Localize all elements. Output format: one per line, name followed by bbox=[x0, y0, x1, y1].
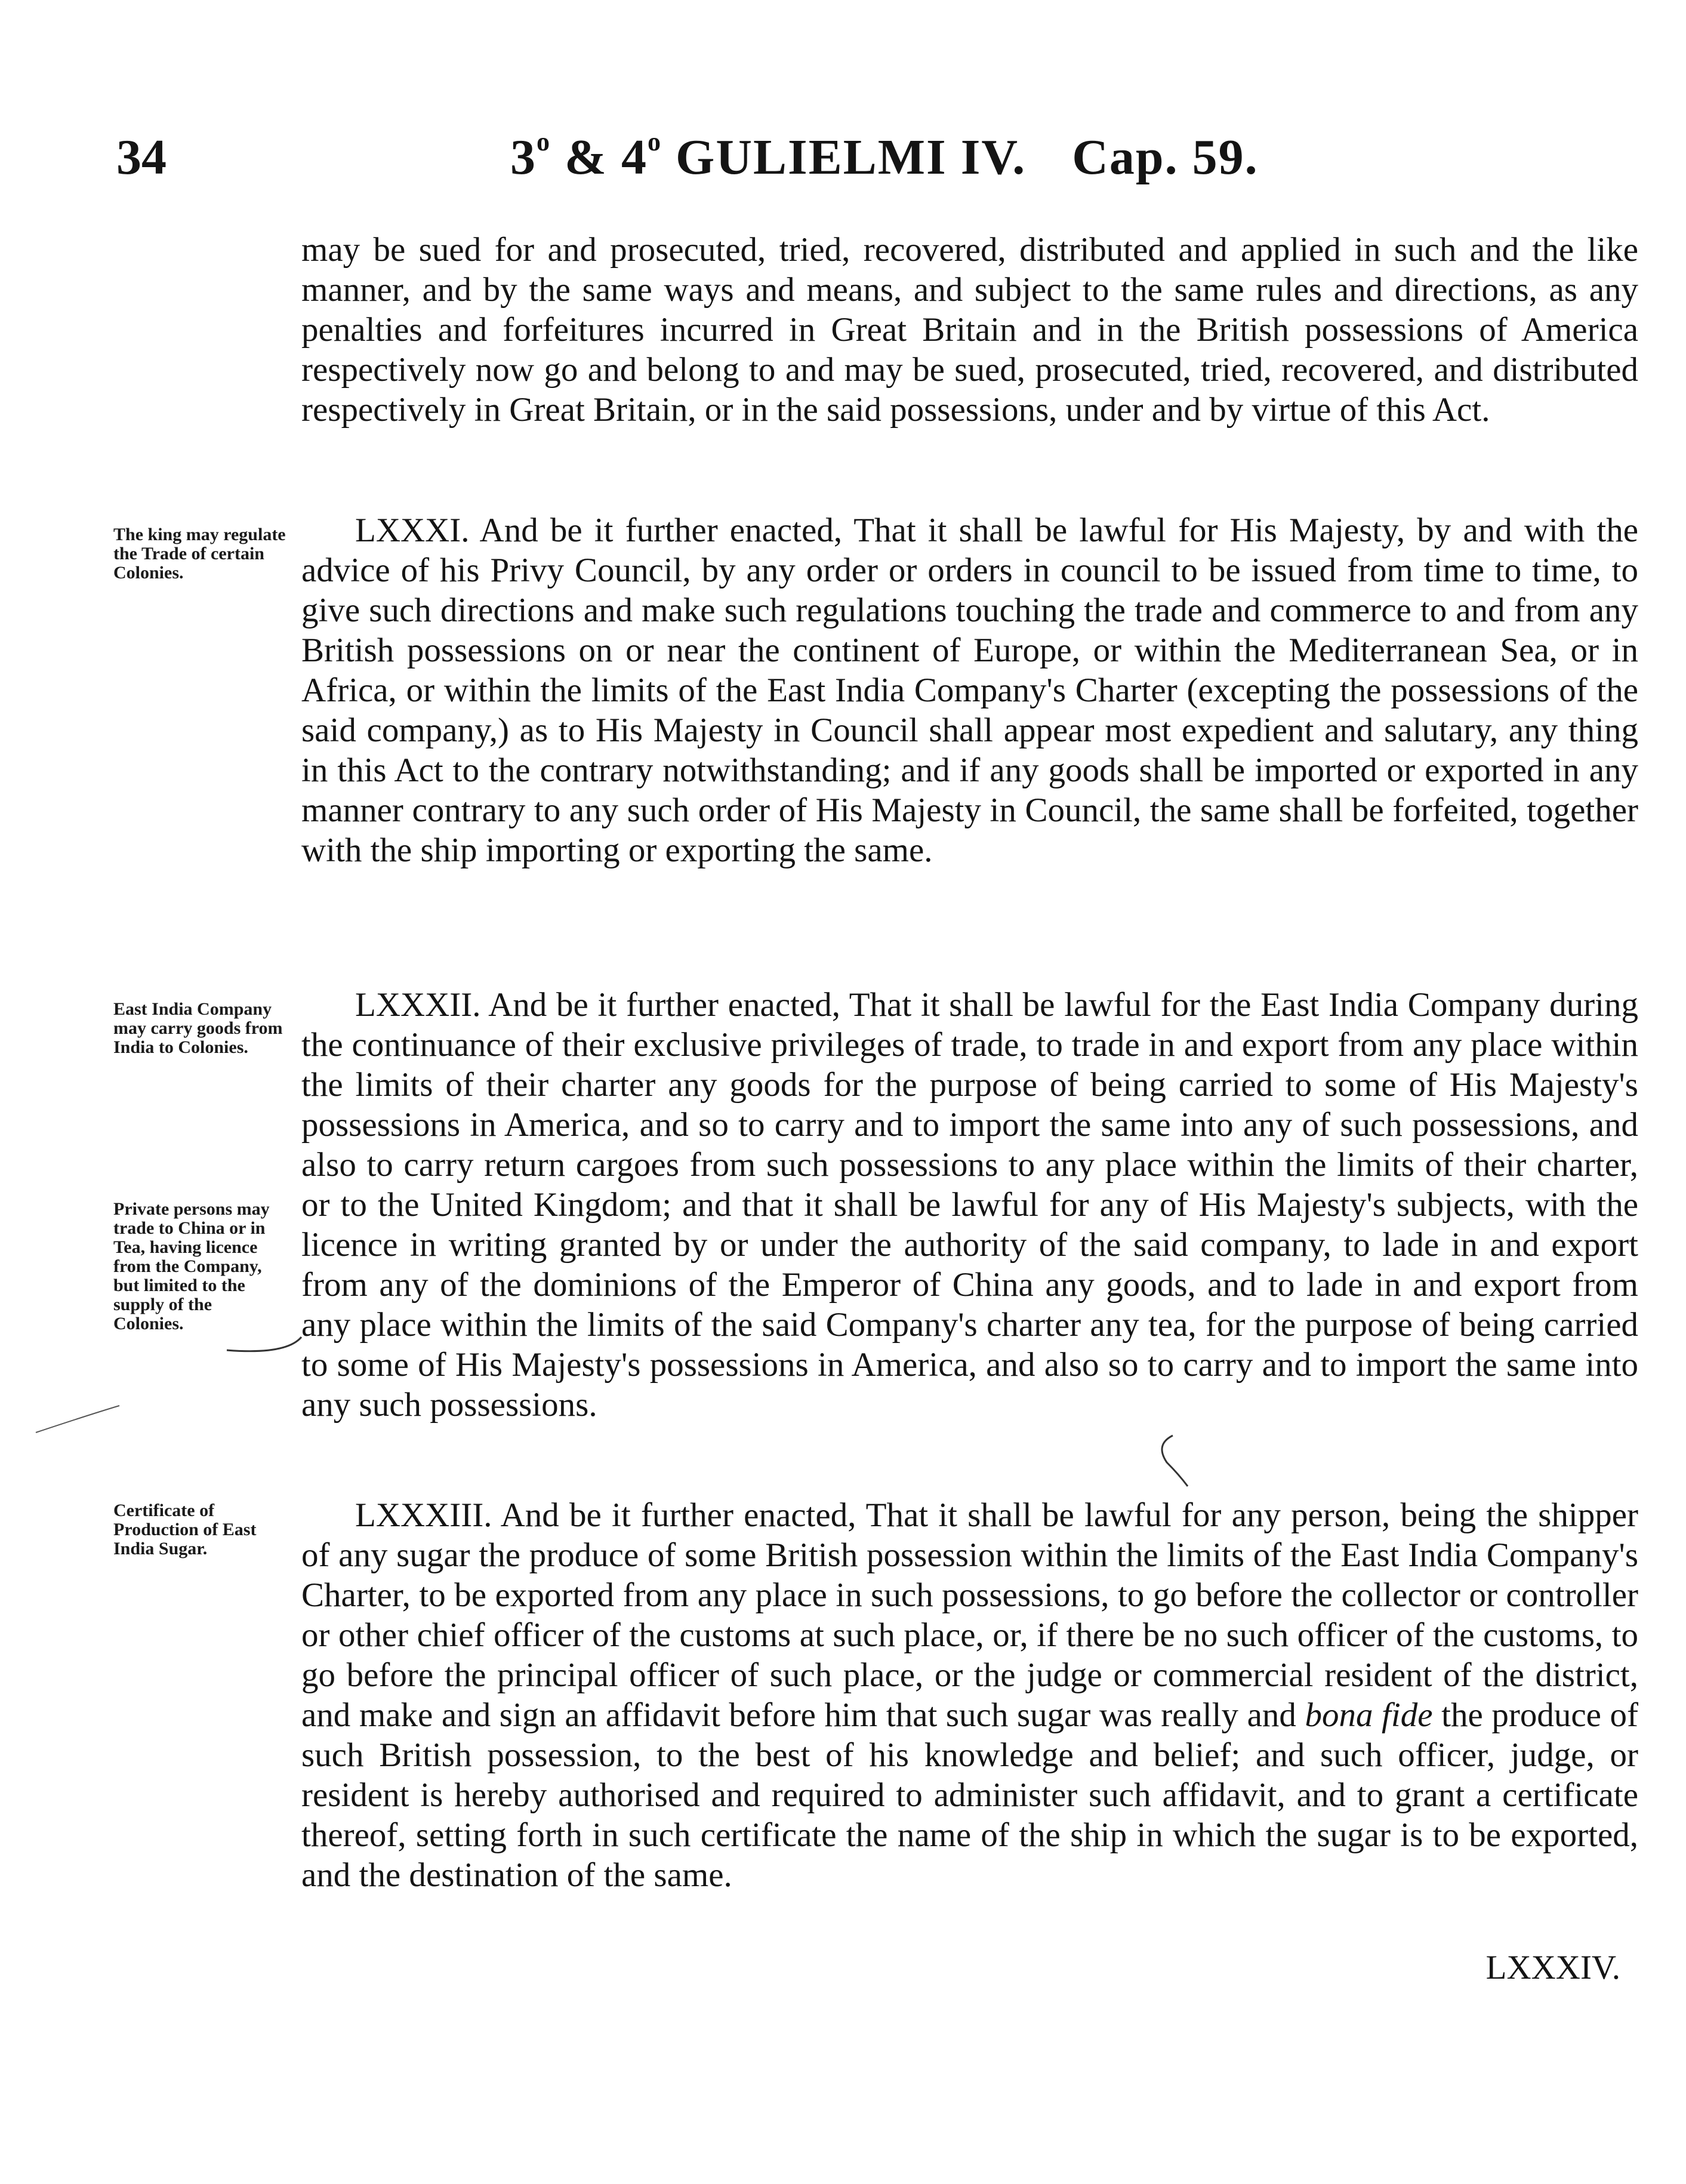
section-text-after: the produce of such British possession, to the best of his knowledge and belief; and such officer, judge, or resident is hereby authorised and required to administer such affidavit, and to grant a certificate thereof, setting forth in such certificate the name of the ship in which the sugar is to be exported, and the destination of the same. bbox=[301, 1696, 1638, 1894]
pointer-line-supply bbox=[36, 1406, 119, 1433]
caret-mark-same bbox=[1162, 1436, 1188, 1486]
italic-phrase: bona fide bbox=[1305, 1696, 1433, 1734]
margin-note-east-india-company: East India Company may carry goods from India to Colonies. bbox=[113, 999, 283, 1057]
section-lxxxi-paragraph bbox=[301, 510, 1638, 870]
section-number: LXXXIII. bbox=[355, 1496, 492, 1534]
section-lxxxiii bbox=[301, 1495, 1638, 1895]
section-number: LXXXI. bbox=[355, 512, 470, 549]
section-lxxxii bbox=[301, 985, 1638, 1425]
section-text-before: And be it further enacted, That it shall be lawful for any person, being the shipper of any sugar the produce of some British possession within the limits of the East India Company's Charter, to be exported from any place in such possessions, to go before the collector or controller or other chief officer of the customs at such place, or, if there be no such officer of the customs, to go before the principal officer of such place, or the judge or commercial resident of the district, and make and sign an affidavit before him that such sugar was really and bbox=[301, 1496, 1638, 1734]
page-number: 34 bbox=[116, 130, 167, 185]
opening-text: may be sued for and prosecuted, tried, recovered, distributed and applied in such and the like manner, and by the same ways and means, and subject to the same rules and directions, as any penalties and forfeitures incurred in Great Britain and in the British possessions of America respectively now go and belong to and may be sued, prosecuted, tried, recovered, and distributed respectively in Great Britain, or in the said possessions, under and by virtue of this Act. bbox=[301, 231, 1638, 429]
opening-paragraph bbox=[301, 230, 1638, 430]
section-lxxxii-paragraph bbox=[301, 985, 1638, 1425]
pointer-line-licence bbox=[227, 1337, 301, 1351]
ordinal-mark-2: o bbox=[647, 127, 662, 156]
chapter-label: Cap. 59. bbox=[1072, 130, 1259, 185]
section-lxxxi bbox=[301, 510, 1638, 870]
section-text: And be it further enacted, That it shall be lawful for His Majesty, by and with the advice of his Privy Council, by any order or orders in council to be issued from time to time, to give such directions and make such regulations touching the trade and commerce to and from any British possessions on or near the continent of Europe, or within the Mediterranean Sea, or in Africa, or within the limits of the East India Company's Charter (excepting the possessions of the said company,) as to His Majesty in Council shall appear most expedient and salutary, any thing in this Act to the contrary notwithstanding; and if any goods shall be imported or exported in any manner contrary to any such order of His Majesty in Council, the same shall be forfeited, together with the ship importing or exporting the same. bbox=[301, 512, 1638, 869]
regnal-year-3: 3 bbox=[510, 130, 537, 185]
monarch-name: GULIELMI IV. bbox=[675, 130, 1027, 185]
section-text: And be it further enacted, That it shall be lawful for the East India Company during the continuance of their exclusive privileges of trade, to trade in and export from any place within the limits of their charter any goods for the purpose of being carried to some of His Majesty's possessions in America, and so to carry and to import the same into any of such possessions, and also to carry return cargoes from such possessions to any place within the limits of their charter, or to the United Kingdom; and that it shall be lawful for any of His Majesty's subjects, with the licence in writing granted by or under the authority of the said company, to lade in and export from any of the dominions of the Emperor of China any goods, and to lade in and export from any place within the limits of the said Company's charter any tea, for the purpose of being carried to some of His Majesty's possessions in America, and also so to carry and to import the same into any such possessions. bbox=[301, 986, 1638, 1424]
section-number: LXXXII. bbox=[355, 986, 481, 1024]
ampersand: & bbox=[565, 130, 608, 185]
regnal-year-4: 4 bbox=[621, 130, 648, 185]
margin-note-private-persons-tea: Private persons may trade to China or in Tea, having licence from the Company, but limited to the supply of the Colonies. bbox=[113, 1199, 270, 1333]
section-lxxxiii-paragraph bbox=[301, 1495, 1638, 1895]
catchword: LXXXIV. bbox=[1485, 1949, 1620, 1986]
margin-note-king-regulate-trade: The king may regulate the Trade of certain Colonies. bbox=[113, 525, 286, 583]
running-title bbox=[510, 127, 1259, 185]
margin-note-sugar-certificate: Certificate of Production of East India Sugar. bbox=[113, 1501, 257, 1558]
ordinal-mark-1: o bbox=[537, 127, 551, 156]
